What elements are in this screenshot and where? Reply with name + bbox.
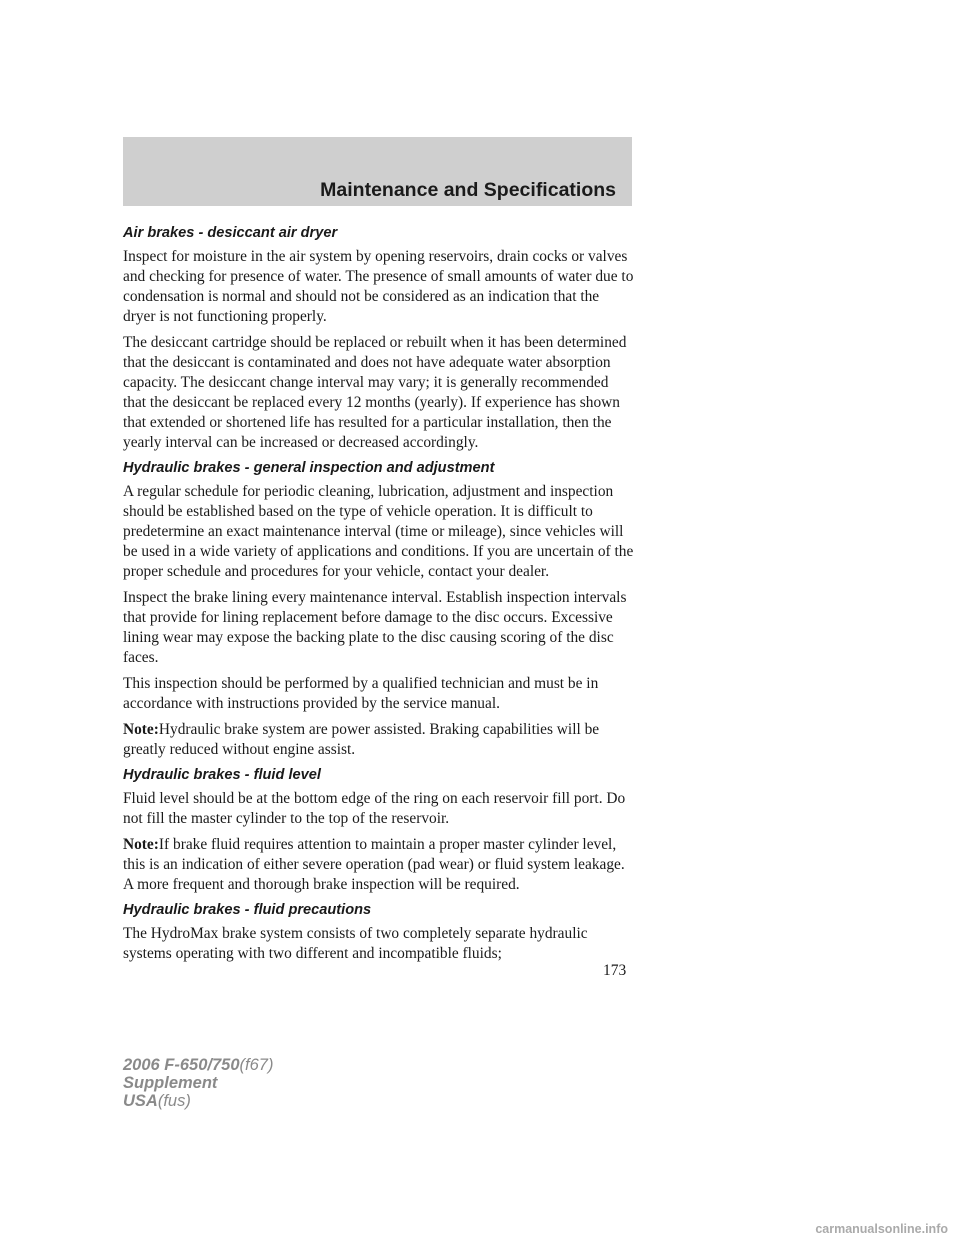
- paragraph: A regular schedule for periodic cleaning, lubrication, adjustment and inspection should be established based on the type of vehicle operation. It is difficult to predetermine an exact maintenance interval (time or mileage), since vehicles will be used in a wide variety of applications and conditions. If you are uncertain of the proper schedule and procedures for your vehicle, contact your dealer.: [123, 483, 634, 580]
- paragraph: This inspection should be performed by a qualified technician and must be in accordance with instructions provided by the service manual.: [123, 675, 599, 712]
- footer-model-code: (f67): [239, 1056, 274, 1074]
- note-text: Hydraulic brake system are power assisted. Braking capabilities will be greatly reduced without engine assist.: [123, 721, 600, 758]
- heading-fluid-level: Hydraulic brakes - fluid level: [123, 767, 321, 783]
- paragraph: The HydroMax brake system consists of two completely separate hydraulic systems operating with two different and incompatible fluids;: [123, 925, 588, 962]
- footer-line-model: [123, 1056, 273, 1074]
- page-content: [123, 224, 635, 970]
- heading-fluid-precautions: Hydraulic brakes - fluid precautions: [123, 902, 372, 918]
- footer-line-supplement: [123, 1074, 273, 1092]
- paragraph: The desiccant cartridge should be replaced or rebuilt when it has been determined that the desiccant is contaminated and does not have adequate water absorption capacity. The desiccant change interval may vary; it is generally recommended that the desiccant be replaced every 12 months (yearly). If experience has shown that extended or shortened life has resulted for a particular installation, then the yearly interval can be increased or decreased accordingly.: [123, 334, 627, 451]
- section-title: Maintenance and Specifications: [320, 179, 616, 201]
- heading-general-inspection: Hydraulic brakes - general inspection and adjustment: [123, 460, 495, 476]
- paragraph: Inspect the brake lining every maintenance interval. Establish inspection intervals that provide for lining replacement before damage to the disc occurs. Excessive lining wear may expose the backing plate to the disc causing scoring of the disc faces.: [123, 589, 627, 666]
- footer-region: USA: [123, 1092, 158, 1110]
- note-paragraph: [123, 720, 635, 760]
- note-label: Note:: [123, 721, 159, 738]
- note-text: If brake fluid requires attention to maintain a proper master cylinder level, this is an indication of either severe operation (pad wear) or fluid system leakage. A more frequent and thorough brake inspection will be required.: [123, 836, 625, 893]
- watermark: carmanualsonline.info: [815, 1222, 948, 1236]
- document-footer: [123, 1056, 273, 1110]
- heading-air-dryer: Air brakes - desiccant air dryer: [123, 225, 338, 241]
- note-label: Note:: [123, 836, 159, 853]
- paragraph: Fluid level should be at the bottom edge of the ring on each reservoir fill port. Do not fill the master cylinder to the top of the reservoir.: [123, 790, 626, 827]
- page-number: 173: [603, 962, 627, 979]
- footer-model: 2006 F-650/750: [123, 1056, 240, 1074]
- footer-supplement: Supplement: [123, 1074, 218, 1092]
- footer-region-code: (fus): [157, 1092, 191, 1110]
- paragraph: Inspect for moisture in the air system by opening reservoirs, drain cocks or valves and checking for presence of water. The presence of small amounts of water due to condensation is normal and should not be considered as an indication that the dryer is not functioning properly.: [123, 248, 634, 325]
- note-paragraph: [123, 835, 635, 895]
- footer-line-region: [123, 1092, 273, 1110]
- section-header-band: [123, 137, 632, 206]
